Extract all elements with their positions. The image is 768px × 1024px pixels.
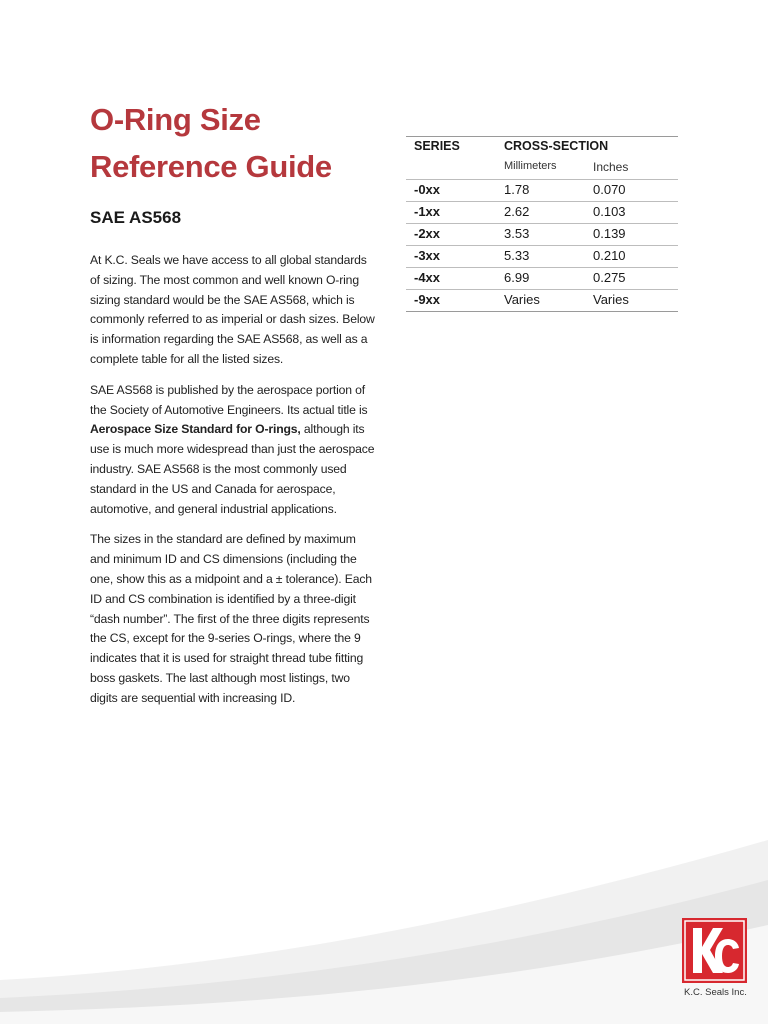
series-cell: -0xx bbox=[414, 182, 441, 197]
mm-cell: 5.33 bbox=[504, 248, 530, 263]
header-cross-section: CROSS-SECTION bbox=[504, 139, 609, 153]
inch-cell: 0.275 bbox=[593, 270, 626, 285]
series-cell: -3xx bbox=[414, 248, 441, 263]
mm-cell: 6.99 bbox=[504, 270, 530, 285]
inch-cell: 0.210 bbox=[593, 248, 626, 263]
footer-swoosh bbox=[0, 820, 768, 1024]
unit-millimeters: Millimeters bbox=[504, 160, 557, 172]
paragraph-intro: At K.C. Seals we have access to all global standards of sizing. The most common and well known O-ring sizing standard would be the SAE AS568, which is commonly referred to as imperial or dash sizes. Below is information regarding the SAE AS568, as well as a complete table for all the listed sizes. bbox=[90, 253, 375, 366]
paragraph-publisher: SAE AS568 is published by the aerospace portion of the Society of Automotive Engineers. Its actual title is Aerospace Size Standard for O-rings, although its use is much more widespread than just the aerospace industry. SAE AS568 is the most commonly used standard in the US and Canada for aerospace, automotive, and general industrial applications. bbox=[90, 382, 375, 516]
paragraph-sizes: The sizes in the standard are defined by maximum and minimum ID and CS dimensions (including the one, show this as a midpoint and a ± tolerance). Each ID and CS combination is identified by a three-digit “dash number”. The first of the three digits represents the CS, except for the 9-series O-rings, where the 9 indicates that it is used for straight thread tube fitting boss gaskets. The last although most listings, two digits are sequential with increasing ID. bbox=[90, 532, 372, 705]
section-heading: SAE AS568 bbox=[90, 208, 182, 227]
table-header bbox=[406, 137, 678, 157]
table-units bbox=[406, 157, 678, 180]
table-row bbox=[406, 268, 678, 290]
unit-inches: Inches bbox=[593, 160, 629, 174]
table-body bbox=[406, 180, 678, 312]
inch-cell: 0.103 bbox=[593, 204, 626, 219]
series-cell: -1xx bbox=[414, 204, 441, 219]
cross-section-table bbox=[406, 136, 678, 312]
title-line-2: Reference Guide bbox=[90, 149, 332, 184]
title-line-1: O-Ring Size bbox=[90, 102, 261, 137]
series-cell: -4xx bbox=[414, 270, 441, 285]
series-cell: -9xx bbox=[414, 292, 441, 307]
mm-cell: 3.53 bbox=[504, 226, 530, 241]
kc-logo-icon bbox=[682, 918, 747, 983]
inch-cell: 0.070 bbox=[593, 182, 626, 197]
company-name: K.C. Seals Inc. bbox=[684, 987, 747, 998]
mm-cell: Varies bbox=[504, 292, 540, 307]
inch-cell: Varies bbox=[593, 292, 629, 307]
body-text bbox=[90, 251, 375, 720]
header-series: SERIES bbox=[414, 139, 460, 153]
mm-cell: 2.62 bbox=[504, 204, 530, 219]
table-row bbox=[406, 202, 678, 224]
table-row bbox=[406, 180, 678, 202]
table-row bbox=[406, 224, 678, 246]
page-title bbox=[90, 96, 332, 190]
table-row bbox=[406, 246, 678, 268]
mm-cell: 1.78 bbox=[504, 182, 530, 197]
inch-cell: 0.139 bbox=[593, 226, 626, 241]
table-row bbox=[406, 290, 678, 312]
standard-title: Aerospace Size Standard for O-rings, bbox=[90, 422, 301, 437]
series-cell: -2xx bbox=[414, 226, 441, 241]
